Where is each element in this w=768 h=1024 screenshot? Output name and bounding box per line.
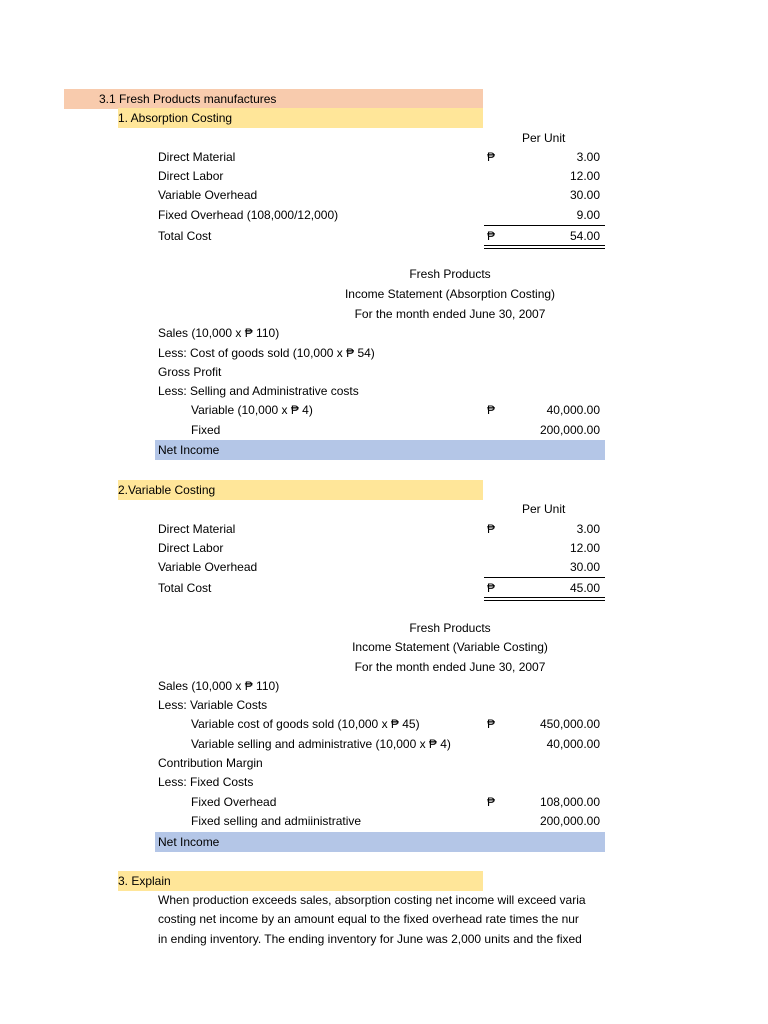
vcogs-value: 450,000.00 [539,717,600,731]
row-label: Direct Material [158,150,236,164]
row-label: Direct Material [158,522,236,536]
row-value: 30.00 [569,188,600,202]
per-unit-label: Per Unit [522,131,566,145]
less-variable-label: Less: Variable Costs [158,698,268,712]
explain-line: When production exceeds sales, absorption costing net income will exceed varia [158,893,586,907]
vsga-label: Variable selling and administrative (10,000 x ₱ 4) [191,737,451,751]
sga-label: Less: Selling and Administrative costs [158,384,359,398]
absorption-heading: 1. Absorption Costing [118,111,233,125]
total-value: 45.00 [569,581,600,595]
explain-line: in ending inventory. The ending inventory for June was 2,000 units and the fixed [158,932,582,946]
net-income-row[interactable] [155,440,605,460]
statement-title: Income Statement (Variable Costing) [352,640,548,654]
explain-heading: 3. Explain [118,874,171,888]
row-value: 3.00 [576,150,600,164]
statement-company: Fresh Products [409,621,491,635]
vsga-value: 40,000.00 [546,737,600,751]
statement-title: Income Statement (Absorption Costing) [344,287,556,301]
explain-header-cell[interactable] [118,871,483,891]
contribution-margin-label: Contribution Margin [158,756,263,770]
explain-line: costing net income by an amount equal to the fixed overhead rate times the nur [158,912,579,926]
net-income-label: Net Income [158,443,220,457]
fixed-sga-value: 200,000.00 [539,423,600,437]
per-unit-label: Per Unit [522,502,566,516]
fixed-sga-value: 200,000.00 [539,814,600,828]
row-value: 3.00 [576,522,600,536]
statement-period: For the month ended June 30, 2007 [354,660,546,674]
row-label: Direct Labor [158,169,224,183]
double-underline [484,597,605,601]
currency-symbol: ₱ [487,717,496,731]
gross-profit-label: Gross Profit [158,365,222,379]
net-income-label: Net Income [158,835,220,849]
row-label: Variable Overhead [158,188,258,202]
statement-company: Fresh Products [409,267,491,281]
currency-symbol: ₱ [487,522,496,536]
total-value: 54.00 [569,229,600,243]
row-value: 9.00 [576,208,600,222]
variable-sga-value: 40,000.00 [546,403,600,417]
less-fixed-label: Less: Fixed Costs [158,775,254,789]
row-value: 12.00 [569,169,600,183]
sales-label: Sales (10,000 x ₱ 110) [158,326,280,340]
variable-heading: 2.Variable Costing [118,483,216,497]
subtotal-border [484,225,605,226]
row-value: 30.00 [569,560,600,574]
subtotal-border [484,577,605,578]
currency-symbol: ₱ [487,150,496,164]
row-label: Variable Overhead [158,560,258,574]
currency-symbol: ₱ [487,581,496,595]
variable-sga-label: Variable (10,000 x ₱ 4) [191,403,313,417]
fixed-sga-label: Fixed [191,423,221,437]
row-label: Fixed Overhead (108,000/12,000) [158,208,339,222]
total-label: Total Cost [158,229,212,243]
cogs-label: Less: Cost of goods sold (10,000 x ₱ 54) [158,346,375,360]
row-label: Direct Labor [158,541,224,555]
currency-symbol: ₱ [487,229,496,243]
total-label: Total Cost [158,581,212,595]
currency-symbol: ₱ [487,795,496,809]
currency-symbol: ₱ [487,403,496,417]
fixed-overhead-label: Fixed Overhead [191,795,277,809]
problem-title: 3.1 Fresh Products manufactures [99,92,277,106]
vcogs-label: Variable cost of goods sold (10,000 x ₱ 45) [191,717,420,731]
fixed-sga-label: Fixed selling and admiinistrative [191,814,362,828]
statement-period: For the month ended June 30, 2007 [354,307,546,321]
row-value: 12.00 [569,541,600,555]
net-income-row[interactable] [155,832,605,852]
double-underline [484,245,605,249]
sales-label: Sales (10,000 x ₱ 110) [158,679,280,693]
fixed-overhead-value: 108,000.00 [539,795,600,809]
